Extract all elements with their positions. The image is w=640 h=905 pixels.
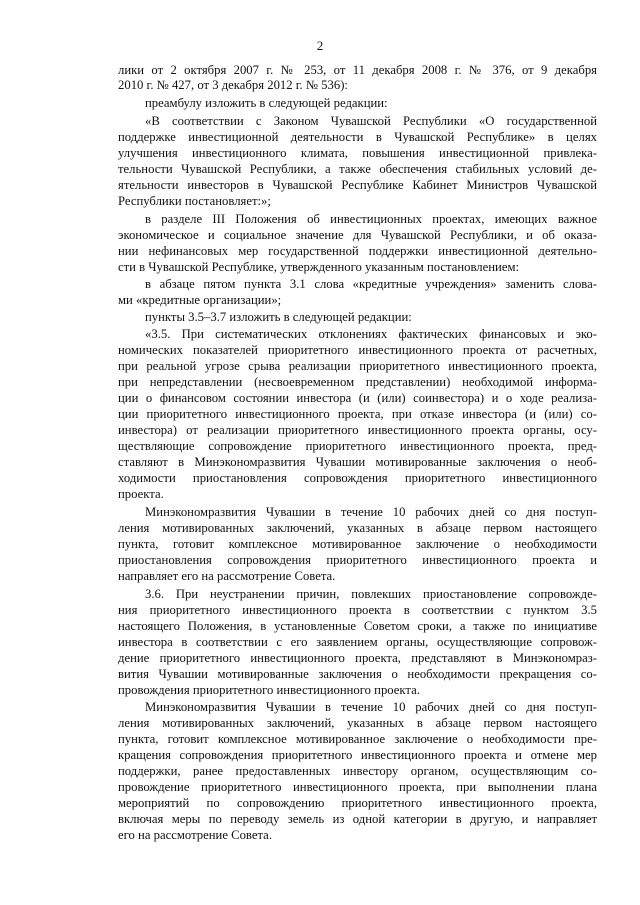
text-line: ществляющие сопровождение приоритетного инвестиционного проекта, пред- — [118, 439, 597, 453]
text-line: Минэкономразвития Чувашии в течение 10 рабочих дней со дня поступ- — [145, 505, 597, 519]
text-line: ми «кредитные организации»; — [118, 293, 282, 307]
text-line: преамбулу изложить в следующей редакции: — [145, 96, 388, 110]
text-line: тельности Чувашской Республики, а также обеспечения стабильных условий де- — [118, 162, 597, 176]
text-line: в абзаце пятом пункта 3.1 слова «кредитные учреждения» заменить слова- — [145, 277, 597, 291]
text-line: «3.5. При систематических отклонениях фактических финансовых и эко- — [145, 327, 597, 341]
text-line: Республики постановляет:»; — [118, 194, 271, 208]
text-line: инвестора в соответствии с его заявлением органы, осуществляющие сопровож- — [118, 635, 597, 649]
text-line: при непредставлении (несвоевременном представлении) необходимой информа- — [118, 375, 597, 389]
text-line: в разделе III Положения об инвестиционных проектах, имеющих важное — [145, 212, 597, 226]
text-line: при реальной угрозе срыва реализации приоритетного инвестиционного проекта, — [118, 359, 597, 373]
text-line: проекта. — [118, 487, 164, 501]
text-line: пункта, готовит комплексное мотивированное заключение о необходимости — [118, 537, 597, 551]
text-line: 3.6. При неустранении причин, повлекших приостановление сопровожде- — [145, 587, 597, 601]
text-line: поддержки, ранее предоставленных инвестору органом, осуществляющим со- — [118, 764, 597, 778]
text-line: ции приоритетного инвестиционного проекта, при отказе инвестора (и (или) со- — [118, 407, 597, 421]
text-line: 2010 г. № 427, от 3 декабря 2012 г. № 536): — [118, 78, 348, 92]
text-line: сти в Чувашской Республике, утвержденного указанным постановлением: — [118, 260, 520, 274]
text-line: пункта, готовит комплексное мотивированное заключение о необходимости пре- — [118, 732, 597, 746]
text-line: инвестора) от реализации приоритетного инвестиционного проекта органы, осу- — [118, 423, 597, 437]
text-line: включая меры по переводу земель из одной категории в другую, и направляет — [118, 812, 597, 826]
text-line: улучшения инвестиционного климата, повышения инвестиционной привлека- — [118, 146, 597, 160]
text-line: ставляют в Минэкономразвития Чувашии мотивированные заключения о необ- — [118, 455, 597, 469]
text-line: ходимости приостановления сопровождения приоритетного инвестиционного — [118, 471, 597, 485]
text-line: нии нефинансовых мер государственной поддержки инвестиционной деятельно- — [118, 244, 597, 258]
text-line: провождения приоритетного инвестиционного проекта. — [118, 683, 420, 697]
text-line: его на рассмотрение Совета. — [118, 828, 272, 842]
page-number: 2 — [316, 38, 324, 53]
text-line: пункты 3.5–3.7 изложить в следующей редакции: — [145, 310, 412, 324]
text-line: настоящего Положения, в установленные Советом сроки, а также по инициативе — [118, 619, 597, 633]
text-line: направляет его на рассмотрение Совета. — [118, 569, 336, 583]
text-line: ятельности инвесторов в Чувашской Республике Кабинет Министров Чувашской — [118, 178, 597, 192]
text-line: приостановления сопровождения приоритетного инвестиционного проекта и — [118, 553, 597, 567]
text-line: Минэкономразвития Чувашии в течение 10 рабочих дней со дня поступ- — [145, 700, 597, 714]
text-line: экономическое и социальное значение для Чувашской Республики, и об оказа- — [118, 228, 597, 242]
text-line: поддержке инвестиционной деятельности в Чувашской Республике» в целях — [118, 130, 597, 144]
text-line: ции о финансовом состоянии инвестора (и (или) соинвестора) и о ходе реализа- — [118, 391, 597, 405]
text-line: ния приоритетного инвестиционного проекта в соответствии с пунктом 3.5 — [118, 603, 597, 617]
text-line: дение приоритетного инвестиционного проекта, представляют в Минэкономраз- — [118, 651, 597, 665]
text-line: провождение приоритетного инвестиционного проекта, при выполнении плана — [118, 780, 597, 794]
text-line: кращения сопровождения приоритетного инвестиционного проекта и отмене мер — [118, 748, 597, 762]
text-line: номических показателей приоритетного инвестиционного проекта от расчетных, — [118, 343, 597, 357]
text-line: ления мотивированных заключений, указанных в абзаце первом настоящего — [118, 521, 597, 535]
text-line: вития Чувашии мотивированные заключения о необходимости прекращения со- — [118, 667, 597, 681]
text-line: лики от 2 октября 2007 г. № 253, от 11 декабря 2008 г. № 376, от 9 декабря — [118, 63, 597, 77]
text-line: мероприятий по сопровождению приоритетного инвестиционного проекта, — [118, 796, 597, 810]
text-line: «В соответствии с Законом Чувашской Республики «О государственной — [145, 114, 597, 128]
text-line: ления мотивированных заключений, указанных в абзаце первом настоящего — [118, 716, 597, 730]
